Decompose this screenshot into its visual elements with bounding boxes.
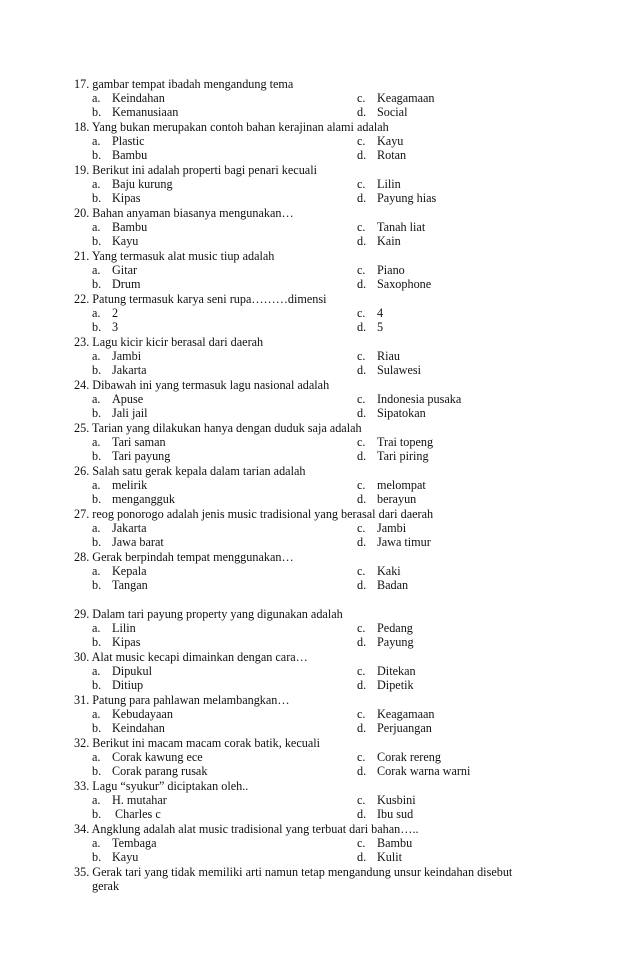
answer-option — [357, 578, 408, 592]
option-text: Kayu — [112, 850, 139, 865]
option-letter: c. — [357, 263, 366, 278]
question-20 — [74, 206, 294, 220]
option-text: Corak rereng — [377, 750, 441, 765]
option-text: Jali jail — [112, 406, 148, 421]
option-text: Corak kawung ece — [112, 750, 203, 765]
question-text: 27. reog ponorogo adalah jenis music tradisional yang berasal dari daerah — [74, 507, 434, 521]
answer-option — [357, 406, 426, 420]
option-letter: a. — [92, 707, 101, 722]
option-letter: d. — [357, 764, 367, 779]
option-letter: b. — [92, 406, 102, 421]
option-text: Kayu — [377, 134, 404, 149]
option-text: Lilin — [377, 177, 401, 192]
answer-option — [92, 764, 207, 778]
answer-option — [92, 564, 147, 578]
option-text: 5 — [377, 320, 384, 335]
option-text: Dipukul — [112, 664, 152, 679]
question-text: 17. gambar tempat ibadah mengandung tema — [74, 77, 294, 91]
option-text: melompat — [377, 478, 426, 493]
option-letter: b. — [92, 320, 102, 335]
question-text: 20. Bahan anyaman biasanya mengunakan… — [74, 206, 294, 220]
option-text: Keindahan — [112, 721, 165, 736]
answer-option — [357, 105, 407, 119]
question-18 — [74, 120, 389, 134]
option-text: Rotan — [377, 148, 407, 163]
option-text: Corak parang rusak — [112, 764, 208, 779]
answer-option — [92, 449, 170, 463]
answer-option — [357, 449, 429, 463]
question-30 — [74, 650, 308, 664]
option-text: Tanah liat — [377, 220, 426, 235]
option-letter: a. — [92, 392, 101, 407]
answer-option — [92, 635, 140, 649]
question-35 — [74, 865, 534, 893]
question-text: 29. Dalam tari payung property yang digunakan adalah — [74, 607, 343, 621]
question-27 — [74, 507, 433, 521]
option-letter: a. — [92, 836, 101, 851]
answer-option — [92, 234, 138, 248]
question-32 — [74, 736, 320, 750]
option-text: Riau — [377, 349, 401, 364]
answer-option — [357, 363, 421, 377]
question-23 — [74, 335, 263, 349]
option-text: Baju kurung — [112, 177, 173, 192]
option-text: Kayu — [112, 234, 139, 249]
answer-option — [92, 721, 165, 735]
question-28 — [74, 550, 294, 564]
answer-option — [92, 220, 147, 234]
answer-option — [357, 721, 432, 735]
option-letter: c. — [357, 306, 366, 321]
answer-option — [357, 793, 416, 807]
answer-option — [357, 177, 401, 191]
option-text: Kain — [377, 234, 401, 249]
option-letter: d. — [357, 105, 367, 120]
option-letter: a. — [92, 306, 101, 321]
option-letter: c. — [357, 220, 366, 235]
answer-option — [92, 263, 137, 277]
answer-option — [357, 234, 401, 248]
option-letter: b. — [92, 363, 102, 378]
option-text: H. mutahar — [112, 793, 167, 808]
answer-option — [92, 664, 152, 678]
option-text: Jambi — [112, 349, 142, 364]
question-21 — [74, 249, 274, 263]
option-letter: a. — [92, 664, 101, 679]
question-17 — [74, 77, 293, 91]
option-text: Indonesia pusaka — [377, 392, 462, 407]
question-text: 26. Salah satu gerak kepala dalam tarian adalah — [74, 464, 306, 478]
answer-option — [92, 478, 147, 492]
answer-option — [357, 435, 433, 449]
option-text: Plastic — [112, 134, 145, 149]
option-text: Jakarta — [112, 363, 147, 378]
option-text: Tari payung — [112, 449, 171, 464]
option-letter: c. — [357, 707, 366, 722]
answer-option — [357, 349, 400, 363]
answer-option — [357, 320, 383, 334]
answer-option — [92, 277, 140, 291]
question-text: 24. Dibawah ini yang termasuk lagu nasional adalah — [74, 378, 330, 392]
option-text: Corak warna warni — [377, 764, 471, 779]
option-text: Charles c — [112, 807, 161, 822]
answer-option — [357, 191, 436, 205]
option-letter: a. — [92, 435, 101, 450]
answer-option — [92, 807, 161, 821]
answer-option — [357, 535, 431, 549]
answer-option — [92, 850, 138, 864]
question-text: 19. Berikut ini adalah properti bagi penari kecuali — [74, 163, 317, 177]
option-letter: b. — [92, 850, 102, 865]
question-text: 31. Patung para pahlawan melambangkan… — [74, 693, 290, 707]
option-text: mengangguk — [112, 492, 175, 507]
answer-option — [92, 750, 203, 764]
question-text: 30. Alat music kecapi dimainkan dengan cara… — [74, 650, 308, 664]
option-letter: b. — [92, 721, 102, 736]
question-text: 32. Berikut ini macam macam corak batik, kecuali — [74, 736, 321, 750]
option-letter: d. — [357, 277, 367, 292]
option-letter: b. — [92, 492, 102, 507]
option-text: Payung hias — [377, 191, 437, 206]
option-letter: c. — [357, 621, 366, 636]
answer-option — [357, 492, 416, 506]
option-text: 2 — [112, 306, 119, 321]
question-text: 34. Angklung adalah alat music tradisional yang terbuat dari bahan….. — [74, 822, 419, 836]
option-letter: c. — [357, 91, 366, 106]
option-text: melirik — [112, 478, 148, 493]
option-letter: b. — [92, 105, 102, 120]
answer-option — [357, 521, 406, 535]
option-text: berayun — [377, 492, 417, 507]
option-letter: b. — [92, 148, 102, 163]
answer-option — [357, 621, 413, 635]
option-text: Sulawesi — [377, 363, 422, 378]
option-text: Badan — [377, 578, 409, 593]
answer-option — [92, 678, 143, 692]
answer-option — [92, 521, 147, 535]
option-letter: c. — [357, 134, 366, 149]
answer-option — [357, 148, 406, 162]
option-text: Jakarta — [112, 521, 147, 536]
option-letter: a. — [92, 478, 101, 493]
option-letter: c. — [357, 836, 366, 851]
option-letter: c. — [357, 478, 366, 493]
option-text: Kebudayaan — [112, 707, 173, 722]
option-letter: d. — [357, 148, 367, 163]
option-letter: b. — [92, 449, 102, 464]
option-letter: a. — [92, 91, 101, 106]
answer-option — [92, 578, 148, 592]
question-text: 21. Yang termasuk alat music tiup adalah — [74, 249, 275, 263]
option-text: Social — [377, 105, 408, 120]
question-text: 23. Lagu kicir kicir berasal dari daerah — [74, 335, 264, 349]
option-letter: d. — [357, 363, 367, 378]
answer-option — [357, 707, 435, 721]
question-31 — [74, 693, 290, 707]
option-letter: b. — [92, 578, 102, 593]
option-letter: d. — [357, 635, 367, 650]
option-letter: d. — [357, 492, 367, 507]
answer-option — [92, 793, 167, 807]
question-19 — [74, 163, 317, 177]
option-text: Trai topeng — [377, 435, 434, 450]
option-letter: a. — [92, 177, 101, 192]
option-letter: d. — [357, 850, 367, 865]
option-text: Bambu — [112, 220, 148, 235]
option-letter: c. — [357, 177, 366, 192]
question-25 — [74, 421, 362, 435]
option-letter: b. — [92, 234, 102, 249]
option-text: Kulit — [377, 850, 403, 865]
answer-option — [92, 134, 145, 148]
answer-option — [92, 535, 164, 549]
option-text: Piano — [377, 263, 405, 278]
question-34 — [74, 822, 419, 836]
option-text: Jambi — [377, 521, 407, 536]
option-text: Apuse — [112, 392, 144, 407]
answer-option — [357, 564, 401, 578]
answer-option — [357, 850, 402, 864]
option-text: Tari saman — [112, 435, 166, 450]
option-text: Ditiup — [112, 678, 144, 693]
option-letter: a. — [92, 750, 101, 765]
answer-option — [357, 220, 425, 234]
option-text: Jawa timur — [377, 535, 431, 550]
option-letter: a. — [92, 134, 101, 149]
option-letter: c. — [357, 564, 366, 579]
option-text: Kemanusiaan — [112, 105, 179, 120]
answer-option — [357, 91, 435, 105]
answer-option — [357, 807, 413, 821]
option-text: 3 — [112, 320, 119, 335]
answer-option — [92, 621, 136, 635]
option-text: Payung — [377, 635, 414, 650]
option-text: 4 — [377, 306, 384, 321]
option-letter: d. — [357, 535, 367, 550]
option-letter: c. — [357, 793, 366, 808]
question-text: 28. Gerak berpindah tempat menggunakan… — [74, 550, 294, 564]
answer-option — [92, 105, 178, 119]
option-text: Bambu — [112, 148, 148, 163]
answer-option — [92, 836, 157, 850]
answer-option — [357, 134, 403, 148]
answer-option — [357, 635, 414, 649]
option-letter: b. — [92, 535, 102, 550]
option-text: Sipatokan — [377, 406, 426, 421]
option-letter: d. — [357, 191, 367, 206]
option-letter: a. — [92, 564, 101, 579]
option-letter: d. — [357, 807, 367, 822]
option-text: Dipetik — [377, 678, 414, 693]
option-text: Ibu sud — [377, 807, 414, 822]
question-26 — [74, 464, 305, 478]
option-text: Keindahan — [112, 91, 165, 106]
option-text: Jawa barat — [112, 535, 164, 550]
option-letter: d. — [357, 678, 367, 693]
option-text: Ditekan — [377, 664, 416, 679]
option-letter: a. — [92, 349, 101, 364]
option-letter: d. — [357, 578, 367, 593]
question-text: 35. Gerak tari yang tidak memiliki arti namun tetap mengandung unsur keindahan disebut — [74, 865, 513, 879]
option-text: Kipas — [112, 191, 141, 206]
option-letter: c. — [357, 435, 366, 450]
answer-option — [357, 664, 416, 678]
answer-option — [92, 306, 118, 320]
option-letter: b. — [92, 807, 102, 822]
option-text: Gitar — [112, 263, 138, 278]
option-text: Bambu — [377, 836, 413, 851]
option-text: Tangan — [112, 578, 148, 593]
answer-option — [92, 320, 118, 334]
option-text: Pedang — [377, 621, 413, 636]
option-letter: c. — [357, 349, 366, 364]
option-text: Perjuangan — [377, 721, 432, 736]
option-letter: a. — [92, 263, 101, 278]
answer-option — [92, 492, 175, 506]
answer-option — [92, 392, 143, 406]
question-22 — [74, 292, 327, 306]
option-text: Tari piring — [377, 449, 429, 464]
option-letter: a. — [92, 793, 101, 808]
answer-option — [92, 707, 173, 721]
option-text: Saxophone — [377, 277, 432, 292]
question-24 — [74, 378, 329, 392]
option-letter: c. — [357, 750, 366, 765]
option-text: Kusbini — [377, 793, 416, 808]
option-letter: a. — [92, 521, 101, 536]
answer-option — [92, 91, 165, 105]
answer-option — [357, 306, 383, 320]
answer-option — [357, 678, 414, 692]
answer-option — [357, 277, 431, 291]
question-text: 18. Yang bukan merupakan contoh bahan kerajinan alami adalah — [74, 120, 389, 134]
option-letter: c. — [357, 664, 366, 679]
answer-option — [92, 363, 147, 377]
option-letter: b. — [92, 764, 102, 779]
option-text: Tembaga — [112, 836, 157, 851]
option-letter: b. — [92, 191, 102, 206]
answer-option — [92, 177, 173, 191]
question-29 — [74, 607, 343, 621]
option-text: Keagamaan — [377, 707, 435, 722]
option-text: Lilin — [112, 621, 136, 636]
answer-option — [357, 750, 441, 764]
option-letter: b. — [92, 277, 102, 292]
question-text-continuation: gerak — [92, 879, 120, 893]
option-letter: c. — [357, 392, 366, 407]
answer-option — [357, 764, 470, 778]
answer-option — [357, 836, 412, 850]
question-text: 22. Patung termasuk karya seni rupa………dimensi — [74, 292, 327, 306]
option-letter: c. — [357, 521, 366, 536]
answer-option — [92, 349, 141, 363]
question-text: 25. Tarian yang dilakukan hanya dengan duduk saja adalah — [74, 421, 362, 435]
answer-option — [92, 191, 140, 205]
answer-option — [92, 435, 166, 449]
option-letter: a. — [92, 621, 101, 636]
option-letter: d. — [357, 234, 367, 249]
option-text: Drum — [112, 277, 141, 292]
option-text: Kipas — [112, 635, 141, 650]
answer-option — [92, 148, 147, 162]
option-letter: d. — [357, 406, 367, 421]
option-letter: a. — [92, 220, 101, 235]
option-text: Kaki — [377, 564, 401, 579]
option-letter: d. — [357, 449, 367, 464]
option-letter: d. — [357, 320, 367, 335]
question-33 — [74, 779, 248, 793]
question-text: 33. Lagu “syukur” diciptakan oleh.. — [74, 779, 249, 793]
option-letter: b. — [92, 678, 102, 693]
answer-option — [357, 478, 426, 492]
answer-option — [357, 263, 405, 277]
answer-option — [357, 392, 461, 406]
option-letter: d. — [357, 721, 367, 736]
option-text: Kepala — [112, 564, 147, 579]
option-letter: b. — [92, 635, 102, 650]
answer-option — [92, 406, 148, 420]
option-text: Keagamaan — [377, 91, 435, 106]
